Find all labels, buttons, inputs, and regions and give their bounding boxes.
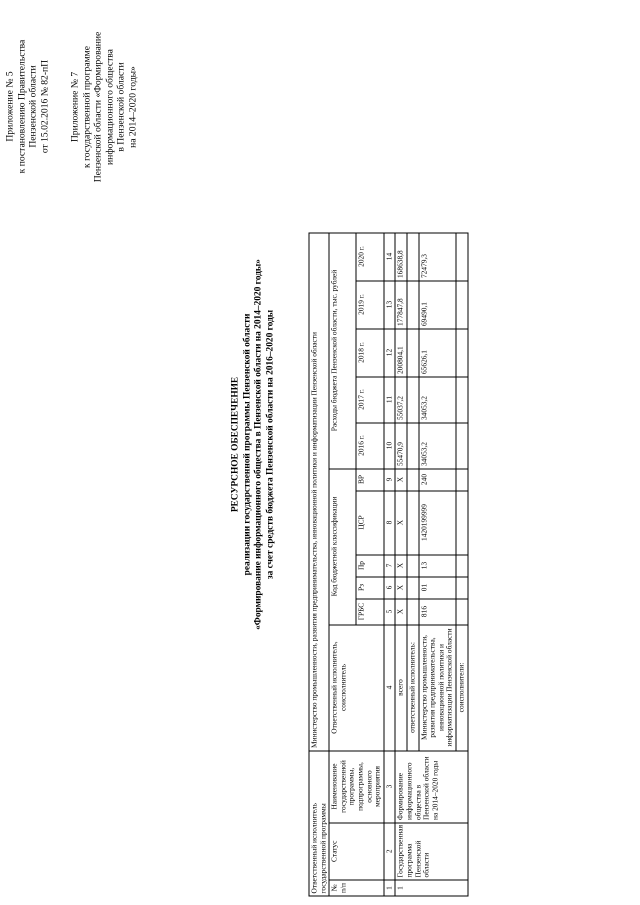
header-grbs: ГРБС [356,599,383,625]
value-cell: 200804,1 [395,329,407,377]
total-label: всего [395,625,407,751]
top-left-label: Ответственный исполнитель государственной программы [309,751,329,896]
table-top-row [309,233,329,896]
appendix-7-line: на 2014–2020 годы» [127,66,139,148]
title-line: РЕСУРСНОЕ ОБЕСПЕЧЕНИЕ [230,376,241,513]
header-executor: Ответственный исполнитель, соисполнитель [329,625,384,751]
column-number: 13 [384,281,396,329]
title-line: за счет средств бюджета Пензенской области на 2016–2020 годы [265,309,276,580]
column-number: 10 [384,423,396,469]
header-rz: Рз [356,577,383,599]
column-number: 9 [384,469,396,491]
value-cell: 34053,2 [419,423,456,469]
code-cell: X [395,491,407,555]
code-cell: 240 [419,469,456,491]
code-cell: 1420199999 [419,491,456,555]
column-number: 3 [384,751,396,823]
header-codes-group: Код бюджетной классификации [329,469,356,625]
appendix-5-line: к постановлению Правительства [16,39,28,174]
table-header-row [329,233,356,896]
value-cell: 34053,2 [419,377,456,423]
resource-table [309,232,469,896]
column-number: 1 [384,880,396,896]
appendix-5-line: Пензенской области [27,65,39,148]
appendix-7-line: информационного общества [104,49,116,165]
coexecutors-label: соисполнители: [456,625,468,751]
title-line: реализации государственной программы Пензенской области [242,313,253,576]
appendix-7-line: в Пензенской области [115,62,127,152]
column-number: 14 [384,233,396,281]
header-vr: ВР [356,469,383,491]
responsible-label: ответственный исполнитель: [407,625,419,751]
appendix-7-line: Пензенской области «Формирование [92,31,104,183]
value-cell: 55470,9 [395,423,407,469]
header-year-2016: 2016 г. [356,423,383,469]
code-cell: X [395,599,407,625]
appendix-7-block [70,0,140,215]
column-number: 6 [384,577,396,599]
code-cell: X [395,469,407,491]
top-right-label: Министерство промышленности, развития предпринимательства, инновационной политики и информатизации Пензенской области [309,233,329,751]
appendix-5-line: Приложение № 5 [4,71,16,142]
column-number-row [384,233,396,896]
code-cell: 816 [419,599,456,625]
header-year-2017: 2017 г. [356,377,383,423]
appendix-7-line: к государственной программе [81,46,93,168]
column-number: 8 [384,491,396,555]
code-cell: X [395,555,407,577]
code-cell: 01 [419,577,456,599]
rotated-sheet [1,0,640,905]
header-year-2020: 2020 г. [356,233,383,281]
column-number: 7 [384,555,396,577]
code-cell: X [395,577,407,599]
title-line: «Формирование информационного общества в Пензенской области на 2014–2020 годы» [253,259,264,630]
appendix-5-block [5,7,51,207]
column-number: 11 [384,377,396,423]
value-cell: 177847,8 [395,281,407,329]
column-number: 12 [384,329,396,377]
value-cell: 168638,8 [395,233,407,281]
row-num: 1 [395,880,467,896]
value-cell: 72479,3 [419,233,456,281]
appendix-7-line: Приложение № 7 [69,71,81,143]
column-number: 5 [384,599,396,625]
code-cell: 13 [419,555,456,577]
row-name: Формирование информационного общества в Пензенской области на 2014–2020 годы [395,751,467,823]
table-row-total [395,233,407,896]
header-name: Наименование государственной программы, подпрограммы, основного мероприятия [329,751,384,823]
appendix-5-line: от 15.02.2016 № 82-пП [39,59,51,154]
ministry-name: Министерство промышленности, развития предпринимательства, инновационной политики и информатизации Пензенской области [419,625,456,751]
value-cell: 65626,1 [419,329,456,377]
header-pr: Пр [356,555,383,577]
header-year-2019: 2019 г. [356,281,383,329]
value-cell: 55037,2 [395,377,407,423]
header-year-2018: 2018 г. [356,329,383,377]
column-number: 2 [384,823,396,880]
row-status: Государственная программа Пензенской области [395,823,467,880]
header-csr: ЦСР [356,491,383,555]
document-title [231,125,277,765]
header-num: № п/п [329,880,384,896]
value-cell: 69490,1 [419,281,456,329]
header-status: Статус [329,823,384,880]
column-number: 4 [384,625,396,751]
header-expenses-group: Расходы бюджета Пензенской области, тыс. рублей [329,233,356,469]
